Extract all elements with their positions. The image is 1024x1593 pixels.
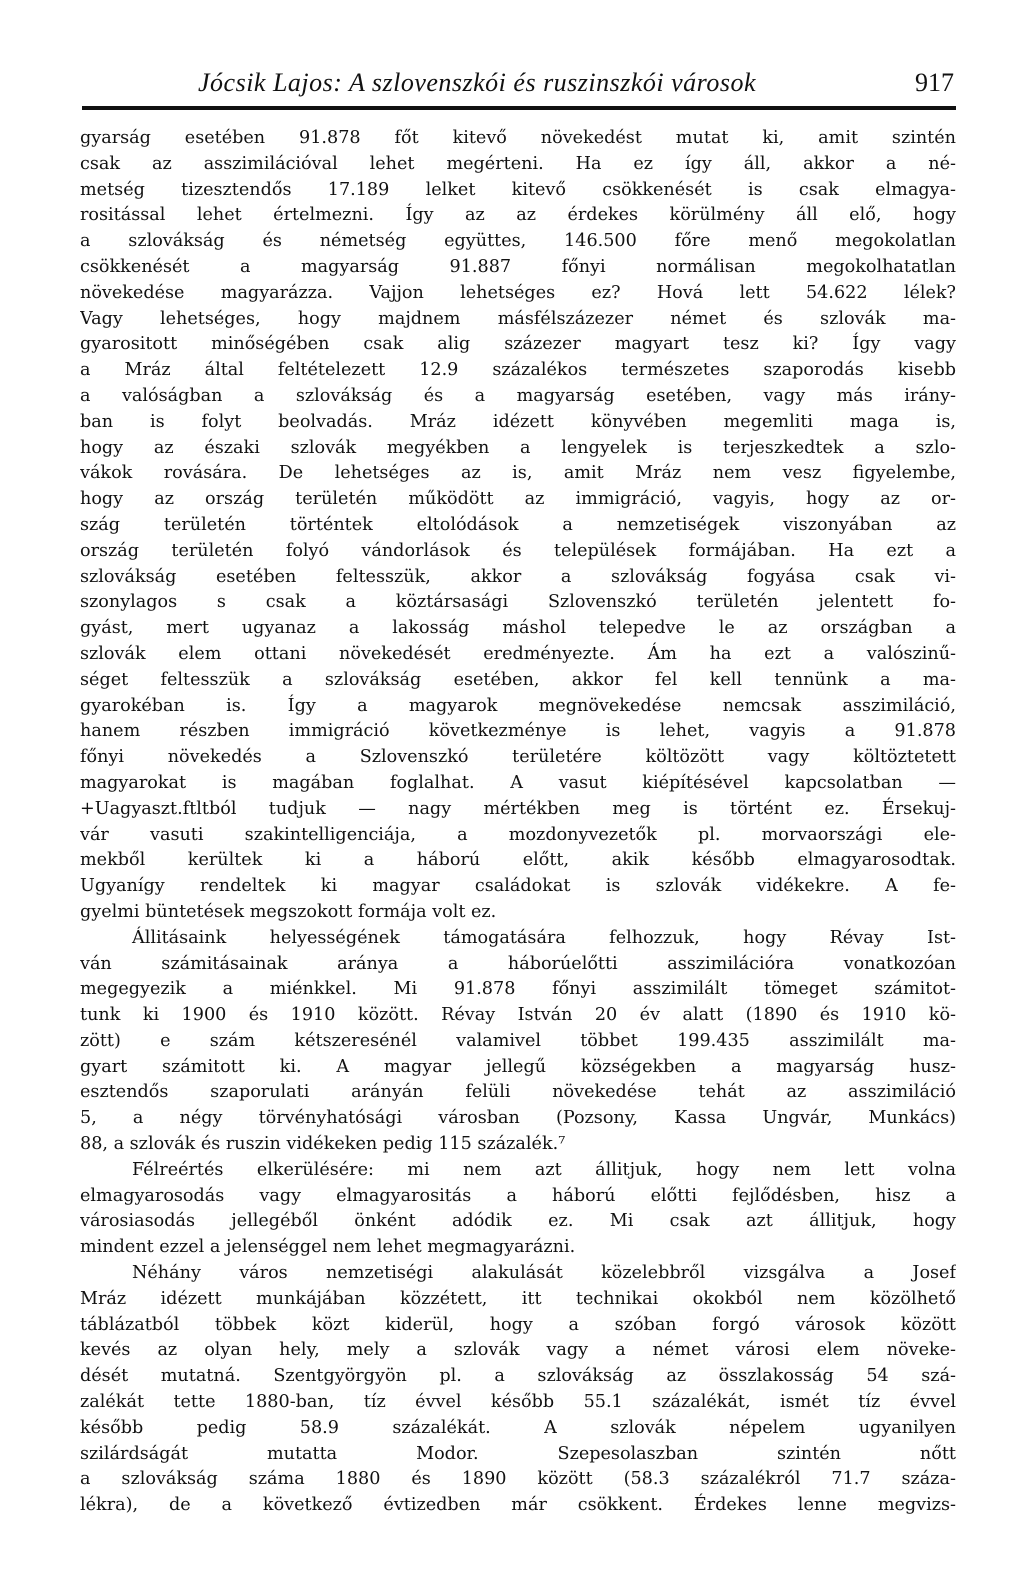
- text-line: szilárdságát mutatta Modor. Szepesolaszban szintén nőtt: [80, 1443, 956, 1464]
- text-line: gyást, mert ugyanaz a lakosság máshol telepedve le az országban a: [80, 618, 956, 639]
- text-line: növekedése magyarázza. Vajjon lehetséges ez? Hová lett 54.622 lélek?: [80, 282, 956, 303]
- text-line: táblázatból többek közt kiderül, hogy a szóban forgó városok között: [80, 1314, 956, 1335]
- text-line: városiasodás jellegéből önként adódik ez. Mi csak azt állitjuk, hogy: [80, 1211, 956, 1232]
- text-line: elmagyarosodás vagy elmagyarositás a háború előtti fejlődésben, hisz a: [80, 1185, 956, 1206]
- text-line: ban is folyt beolvadás. Mráz idézett könyvében megemliti maga is,: [80, 411, 956, 432]
- text-line: Ugyanígy rendeltek ki magyar családokat is szlovák vidékekre. A fe-: [80, 876, 956, 897]
- text-line: szág területén történtek eltolódások a nemzetiségek viszonyában az: [80, 514, 956, 535]
- text-line: szlovákság esetében feltesszük, akkor a szlovákság fogyása csak vi-: [80, 566, 956, 587]
- text-line: 5, a négy törvényhatósági városban (Pozsony, Kassa Ungvár, Munkács): [80, 1108, 956, 1129]
- text-line: mekből kerültek ki a háború előtt, akik később elmagyarosodtak.: [80, 850, 956, 871]
- text-line: dését mutatná. Szentgyörgyön pl. a szlovákság az összlakosság 54 szá-: [80, 1366, 956, 1387]
- text-line: Vagy lehetséges, hogy majdnem másfélszázezer német és szlovák ma-: [80, 308, 956, 329]
- text-line: vákok rovására. De lehetséges az is, amit Mráz nem vesz figyelembe,: [80, 463, 956, 484]
- text-line: tunk ki 1900 és 1910 között. Révay István 20 év alatt (1890 és 1910 kö-: [80, 1005, 956, 1026]
- text-line: kevés az olyan hely, mely a szlovák vagy a német városi elem növeke-: [80, 1340, 956, 1361]
- text-line: Néhány város nemzetiségi alakulását közelebbről vizsgálva a Josef: [132, 1263, 956, 1284]
- text-line: a szlovákság száma 1880 és 1890 között (58.3 százalékról 71.7 száza-: [80, 1469, 956, 1490]
- text-line: séget feltesszük a szlovákság esetében, akkor fel kell tennünk a ma-: [80, 669, 956, 690]
- text-line: megegyezik a miénkkel. Mi 91.878 főnyi asszimilált tömeget számitot-: [80, 979, 956, 1000]
- text-line: főnyi növekedés a Szlovenszkó területére költözött vagy költöztetett: [80, 747, 956, 768]
- text-line: esztendős szaporulati arányán felüli növekedése tehát az asszimiláció: [80, 1082, 956, 1103]
- running-header: [84, 66, 954, 100]
- text-line: a valóságban a szlovákság és a magyarság esetében, vagy más irány-: [80, 385, 956, 406]
- text-line: magyarokat is magában foglalhat. A vasut kiépítésével kapcsolatban —: [80, 772, 956, 793]
- text-line: lékra), de a következő évtizedben már csökkent. Érdekes lenne megvizs-: [80, 1495, 956, 1516]
- running-title: Jócsik Lajos: A szlovenszkói és ruszinszkói városok: [198, 68, 756, 97]
- text-line: metség tizesztendős 17.189 lelket kitevő csökkenését is csak elmagya-: [80, 179, 956, 200]
- page-number: 917: [915, 68, 954, 97]
- text-line: mindent ezzel a jelenséggel nem lehet megmagyarázni.: [80, 1237, 576, 1258]
- text-line: gyart számitott ki. A magyar jellegű községekben a magyarság husz-: [80, 1056, 956, 1077]
- text-line: gyarokéban is. Így a magyarok megnövekedése nemcsak asszimiláció,: [80, 695, 956, 716]
- text-line: vár vasuti szakintelligenciája, a mozdonyvezetők pl. morvaországi ele-: [80, 824, 956, 845]
- text-line: szlovák elem ottani növekedését eredményezte. Ám ha ezt a valószinű-: [80, 643, 956, 664]
- text-line: gyarság esetében 91.878 főt kitevő növekedést mutat ki, amit szintén: [80, 128, 956, 148]
- text-line: gyarositott minőségében csak alig százezer magyart tesz ki? Így vagy: [80, 334, 956, 355]
- text-line: hanem részben immigráció következménye is lehet, vagyis a 91.878: [80, 721, 956, 742]
- text-line: Félreértés elkerülésére: mi nem azt állitjuk, hogy nem lett volna: [132, 1159, 956, 1180]
- text-line: csak az asszimilációval lehet megérteni. Ha ez így áll, akkor a né-: [80, 153, 956, 174]
- text-line: hogy az északi szlovák megyékben a lengyelek is terjeszkedtek a szlo-: [80, 437, 956, 458]
- text-line: szonylagos s csak a köztársasági Szlovenszkó területén jelentett fo-: [80, 592, 956, 613]
- text-line: ország területén folyó vándorlások és települések formájában. Ha ezt a: [80, 540, 956, 561]
- text-line: hogy az ország területén működött az immigráció, vagyis, hogy az or-: [80, 489, 956, 510]
- text-line: csökkenését a magyarság 91.887 főnyi normálisan megokolhatatlan: [80, 256, 956, 277]
- text-line: gyelmi büntetések megszokott formája volt ez.: [80, 901, 497, 922]
- header-rule: [82, 106, 956, 110]
- text-line: a Mráz által feltételezett 12.9 százalékos természetes szaporodás kisebb: [80, 360, 956, 381]
- text-line: később pedig 58.9 százalékát. A szlovák népelem ugyanilyen: [80, 1417, 956, 1438]
- text-line: zött) e szám kétszeresénél valamivel többet 199.435 asszimilált ma-: [80, 1030, 956, 1051]
- text-line: 88, a szlovák és ruszin vidékeken pedig 115 százalék.⁷: [80, 1134, 566, 1155]
- text-line: Mráz idézett munkájában közzétett, itt technikai okokból nem közölhető: [80, 1288, 956, 1309]
- text-line: rositással lehet értelmezni. Így az az érdekes körülmény áll elő, hogy: [80, 205, 956, 226]
- text-line: a szlovákság és németség együttes, 146.500 főre menő megokolatlan: [80, 231, 956, 252]
- text-line: ván számitásainak aránya a háborúelőtti asszimilációra vonatkozóan: [80, 953, 956, 974]
- text-line: Állitásaink helyességének támogatására felhozzuk, hogy Révay Ist-: [132, 927, 956, 948]
- text-line: +Uagyaszt.ftltból tudjuk — nagy mértékben meg is történt ez. Érsekuj-: [80, 798, 956, 819]
- body-text: [80, 126, 956, 1519]
- text-line: zalékát tette 1880-ban, tíz évvel később 55.1 százalékát, ismét tíz évvel: [80, 1392, 956, 1413]
